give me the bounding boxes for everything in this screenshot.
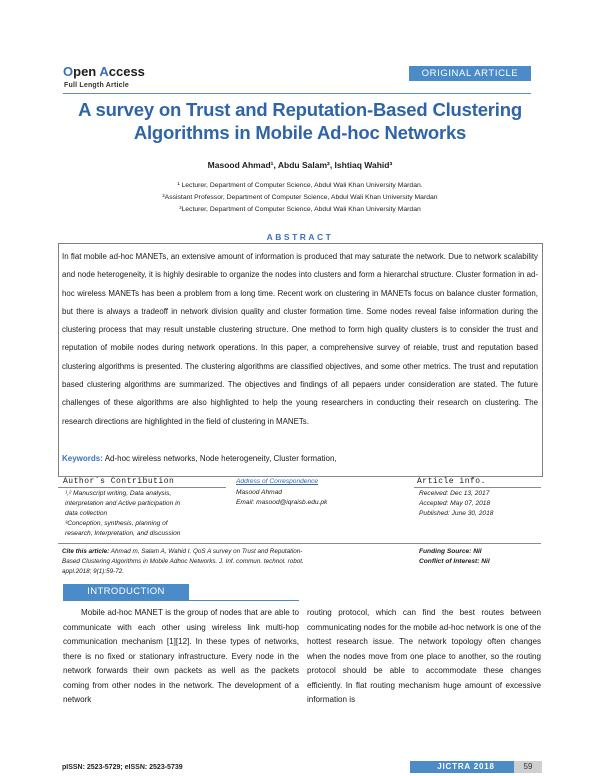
contribution-heading: Author`s Contribution [63,477,175,486]
header-rule [63,93,531,94]
intro-left-column: Mobile ad-hoc MANET is the group of nodes that are able to communicate with each other using wireless link multi-hop communication mechanism [1][12]. In these types of networks, there is no fixed or stationary infrastructure. Every node in the network forwards their own packets as well as the packets coming from other nodes in the network. The development of a network [63,608,299,704]
conflict-of-interest: Conflict of Interest: Nil [419,558,490,565]
paper-title [55,98,545,144]
received-date: Received: Dec 13, 2017 [419,490,490,497]
brand-letter-a: A [99,64,109,79]
article-type-badge: ORIGINAL ARTICLE [409,66,531,81]
article-info-heading: Article info. [417,477,486,486]
brand-letter-o: O [63,64,74,79]
contribution-line: ³Conception, synthesis, planning of [65,520,168,527]
article-info-underline [414,487,541,488]
brand-subtitle: Full Length Article [64,82,129,89]
title-line-2: Algorithms in Mobile Ad-hoc Networks [133,122,467,143]
page-number: 59 [514,761,542,773]
title-line-1: A survey on Trust and Reputation-Based Clustering [78,99,522,120]
cite-label: Cite this article: [62,548,110,555]
correspondence-name: Masood Ahmad [236,489,282,496]
contribution-line: data collection [65,510,108,517]
author-list: Masood Ahmad¹, Abdu Salam², Ishtiaq Wahid³ [207,160,393,170]
article-info-dates [419,489,493,519]
keywords-text: Ad-hoc wireless networks, Node heterogeneity, Cluster formation, [104,454,337,463]
cite-line-2: Based Clustering Algorithms in Mobile Adhoc Networks. J. Inf. commun. technol. robot. [62,557,304,565]
published-date: Published: June 30, 2018 [419,510,494,517]
affiliation-3: ³Lecturer, Department of Computer Science, Abdul Wali Khan University Mardan [179,206,421,213]
brand-text-ccess: ccess [108,64,145,79]
correspondence-heading[interactable]: Address of Correspondence [236,478,319,485]
info-bottom-rule [58,543,541,544]
abstract-text: In flat mobile ad-hoc MANETs, an extensive amount of information is produced that may saturate the network. Due to network scalability and node heterogeneity, it is highly desirable to organize the nodes into clusters and form a hierarchal structure. Cluster formation in ad-hoc wireless MANETs has been a problem from a long time. Recent work on clustering in MANETs focus on balance cluster formation, but there is always a tradeoff in network division quality and cluster formation time. Some nodes reveal false information during the clustering process that may result unstable clustering structure. One method to form high quality clusters is to consider the trust and reputation of mobile nodes during network operations. In this paper, a comprehensive survey of reiable, trust and reputation based clustering algorithms is presented. The clustering algorithms are classified objectives, and some other metrics. The trust and reputation based clustering algorithms are summarized. The objectives and findings of all pepaers under consideration are stated. The future challenges of these algorithms are also highlighted to help the young researchers in conducting their research on clustering. The research directions are highlighted in the field of clustering in MANETs. [62,252,538,426]
accepted-date: Accepted: May 07, 2018 [419,500,491,507]
contribution-text [65,489,227,539]
funding-source: Funding Source: Nil [419,548,482,555]
keywords [62,454,538,463]
introduction-rule [63,600,299,601]
intro-right-column: routing protocol, which can find the best routes between communicating nodes for the mobile ad-hoc network is one of the hottest research issue. The network topology often changes when the nodes move from one place to another, so the routing protocol should be able to accommodate these changes efficiently. In flat routing mechanism huge amount of excessive information is [307,608,541,704]
cite-line-3: appl.2018; 9(1):59-72. [62,567,124,575]
keywords-label: Keywords: [62,454,103,463]
contribution-line: ¹,² Manuscript writing, Data analysis, [65,490,172,497]
affiliation-1: ¹ Lecturer, Department of Computer Science, Abdul Wali Khan University Mardan. [177,182,423,189]
contribution-line: interpretation and Active participation in [65,500,181,507]
brand-text-pen: pen [73,64,100,79]
affiliation-2: ²Assistant Professor, Department of Computer Science, Abdul Wali Khan University Mardan [162,194,438,201]
journal-footer-badge: JICTRA 2018 [410,761,522,773]
contribution-line: research, Interpretation, and discussion [65,530,181,537]
abstract-heading: ABSTRACT [266,232,334,242]
contribution-underline [58,487,226,488]
issn-footer: pISSN: 2523-5729; eISSN: 2523-5739 [62,764,183,771]
cite-block [62,547,412,576]
journal-brand [63,64,145,79]
introduction-heading: INTRODUCTION [63,584,189,600]
correspondence-email[interactable]: Email: masood@iqraisb.edu.pk [236,499,328,506]
cite-line-1: Ahmad m, Salam A, Wahid I. QoS A survey on Trust and Reputation- [109,548,303,555]
